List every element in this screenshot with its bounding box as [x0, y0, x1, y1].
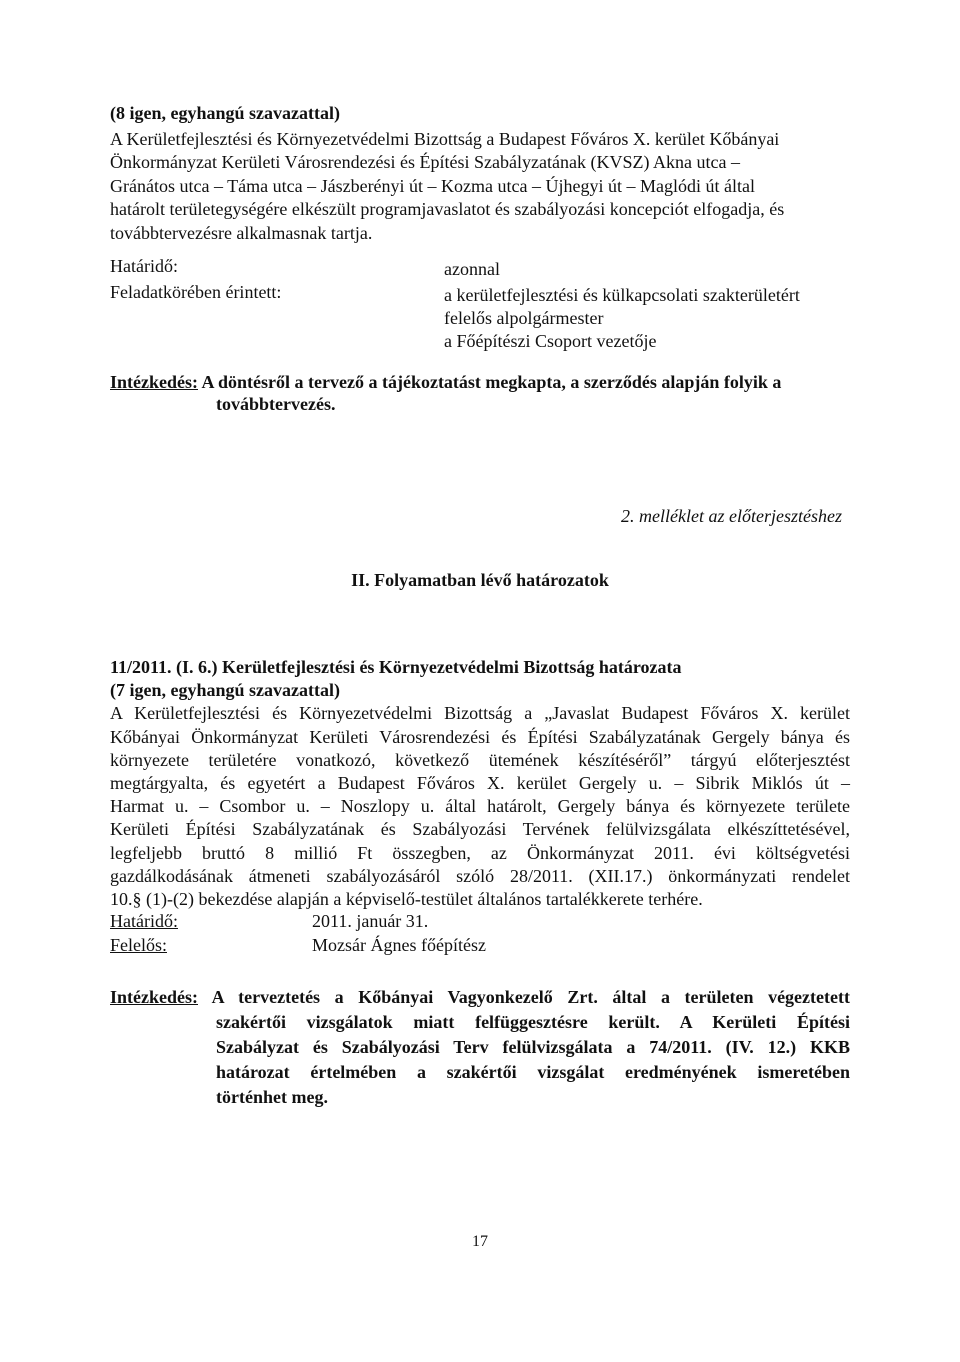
body-line: Önkormányzat Kerületi Városrendezési és Építési Szabályzatának (KVSZ) Akna utca –	[110, 152, 740, 173]
body-line: megtárgyalta, és egyetért a Budapest Főváros X. kerület Gergely u. – Sibrik Miklós út –	[110, 773, 850, 794]
action-text-1: A döntésről a tervező a tájékoztatást megkapta, a szerződés alapján folyik a	[198, 372, 782, 392]
action-text-1-cont: továbbtervezés.	[216, 394, 336, 414]
action-text-2-cont: Szabályzat és Szabályozási Terv felülvizsgálata a 74/2011. (IV. 12.) KKB	[216, 1037, 850, 1057]
body-line: A Kerületfejlesztési és Környezetvédelmi Bizottság a Budapest Főváros X. kerület Kőbányai	[110, 129, 780, 149]
action-label-1: Intézkedés:	[110, 372, 198, 392]
responsible-line: a Főépítészi Csoport vezetője	[444, 331, 657, 351]
responsible-line: felelős alpolgármester	[444, 308, 604, 328]
action-text-2-cont: szakértői vizsgálatok miatt felfüggesztésre került. A Kerületi Építési	[216, 1012, 850, 1032]
body-line: továbbtervezésre alkalmasnak tartja.	[110, 222, 373, 243]
body-line: A Kerületfejlesztési és Környezetvédelmi Bizottság a „Javaslat Budapest Főváros X. kerület	[110, 703, 850, 724]
annex-reference: 2. melléklet az előterjesztéshez	[621, 506, 842, 526]
page-number: 17	[472, 1233, 488, 1250]
action-text-2-cont: határozat értelmében a szakértői vizsgálat eredményének ismeretében	[216, 1062, 850, 1082]
deadline-row-2	[0, 911, 960, 935]
action-block-1	[110, 371, 850, 415]
body-line: Harmat u. – Csombor u. – Noszlopy u. által határolt, Gergely bánya és környezete területe	[110, 796, 850, 817]
body-line: határolt területegységére elkészült programjavaslatot és szabályozási koncepciót elfogadja, és	[110, 199, 785, 220]
responsible-label-1: Feladatkörében érintett:	[110, 282, 282, 302]
vote-result-1: (8 igen, egyhangú szavazattal)	[110, 103, 340, 123]
action-text-2-cont: történhet meg.	[216, 1087, 328, 1107]
deadline-value-2: 2011. január 31.	[312, 911, 429, 931]
body-line: Gránátos utca – Táma utca – Jászberényi út – Kozma utca – Újhegyi út – Maglódi út által	[110, 175, 755, 196]
deadline-value-1: azonnal	[444, 259, 500, 279]
resolution-number: 11/2011. (I. 6.)	[110, 657, 223, 677]
resolution-block-2	[110, 656, 850, 911]
responsible-label-2: Felelős:	[110, 935, 167, 955]
body-line: Kerületi Építési Szabályzatának és Szabályozási Tervének felülvizsgálata elkészíttetésével,	[110, 819, 850, 840]
body-line: 10.§ (1)-(2) bekezdése alapján a képviselő-testület általános tartalékkerete terhére.	[110, 889, 703, 910]
section-title: II. Folyamatban lévő határozatok	[351, 570, 609, 590]
resolution-heading: Kerületfejlesztési és Környezetvédelmi Bizottság határozata	[222, 657, 682, 677]
body-line: legfeljebb bruttó 8 millió Ft összegben, az Önkormányzat 2011. évi költségvetési	[110, 842, 850, 863]
responsible-list-1	[444, 284, 800, 353]
action-block-2	[110, 985, 850, 1110]
responsible-line: a kerületfejlesztési és külkapcsolati szakterületért	[444, 285, 800, 305]
vote-result-2: (7 igen, egyhangú szavazattal)	[110, 680, 340, 701]
body-line: Kőbányai Önkormányzat Kerületi Városrendezési és Építési Szabályzatának Gergely bánya és	[110, 726, 850, 747]
resolution-body-1	[110, 128, 850, 245]
responsible-value-2: Mozsár Ágnes főépítész	[312, 935, 486, 955]
deadline-label-2: Határidő:	[110, 911, 178, 931]
body-line: környezete területére vonatkozó, következő ütemének készítéséről” tárgyú előterjesztést	[110, 749, 850, 770]
action-text-2: A terveztetés a Kőbányai Vagyonkezelő Zrt. által a területen végeztetett	[198, 987, 850, 1007]
body-line: gazdálkodásának átmeneti szabályozásáról szóló 28/2011. (XII.17.) önkormányzati rendelet	[110, 865, 850, 886]
responsible-row-2	[0, 935, 960, 959]
deadline-label-1: Határidő:	[110, 256, 178, 276]
action-label-2: Intézkedés:	[110, 987, 198, 1007]
